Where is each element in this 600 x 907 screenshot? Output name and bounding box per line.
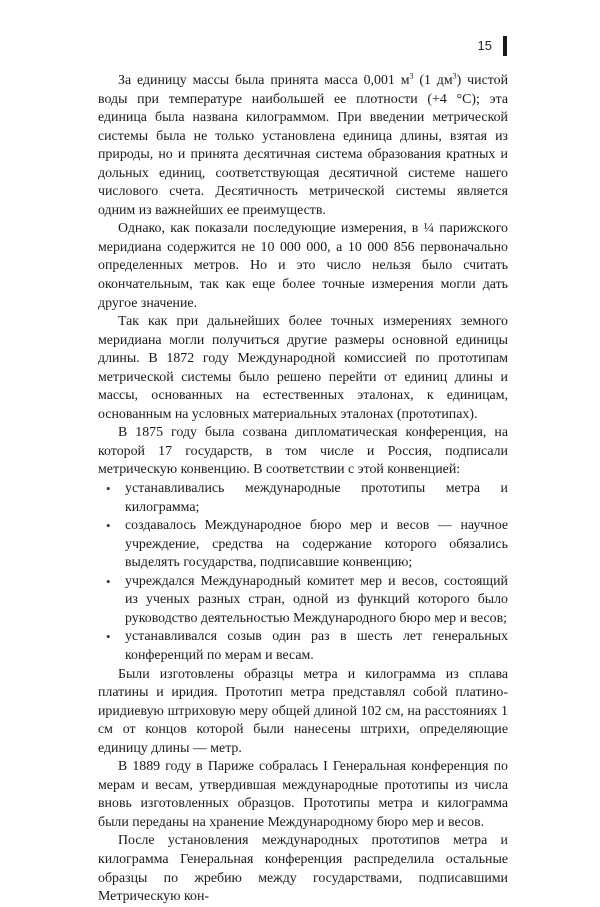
list-item-text: учреждался Международный комитет мер и весов, состоящий из ученых разных стран, одной из функций которого было руководство деятельностью Международного бюро мер и весов; bbox=[125, 573, 508, 626]
list-item bbox=[98, 480, 508, 517]
list-item bbox=[98, 628, 508, 665]
list-item-text: устанавливался созыв один раз в шесть лет генеральных конференций по мерам и весам. bbox=[125, 629, 508, 663]
page-number: 15 bbox=[477, 38, 492, 53]
bullet-icon: • bbox=[106, 629, 111, 645]
list-item bbox=[98, 517, 508, 573]
list-item bbox=[98, 573, 508, 629]
paragraph-meridian: Однако, как показали последующие измерения, в ¼ парижского меридиана содержится не 10 000 000, а 10 000 856 первоначально определенных метров. Но и это число нельзя было считать окончательным, так как еще более точные измерения могли дать другое значение. bbox=[98, 221, 508, 311]
bullet-icon: • bbox=[106, 518, 111, 534]
paragraph-platinum-iridium: Были изготовлены образцы метра и килограмма из сплава платины и иридия. Прототип метра представлял собой платино-иридиевую штриховую меру общей длиной 102 см, на расстояниях 1 см от концов которой были нанесены штрихи, определяющие единицу длины — метр. bbox=[98, 666, 508, 756]
paragraph-conference-1889: В 1889 году в Париже собралась I Генеральная конференция по мерам и весам, утвердившая международные прототипы из числа вновь изготовленных образцов. Прототипы метра и килограмма были переданы на хранение Международному бюро мер и весов. bbox=[98, 759, 508, 830]
paragraph-distribution: После установления международных прототипов метра и килограмма Генеральная конференция распределила остальные образцы по жребию между государствами, подписавшими Метрическую кон- bbox=[98, 833, 508, 905]
paragraph-mass-unit-part-a: За единицу массы была принята масса 0,001 м bbox=[118, 73, 410, 88]
list-item-text: создавалось Международное бюро мер и весов — научное учреждение, средства на содержание которого обязались выделять государства, подписавшие конвенцию; bbox=[125, 518, 508, 571]
page-marker-bar bbox=[503, 36, 507, 56]
paragraph-conference-1875: В 1875 году была созвана дипломатическая конференция, на которой 17 государств, в том числе и Россия, подписали метрическую конвенцию. В соответствии с этой конвенцией: bbox=[98, 425, 508, 478]
bullet-icon: • bbox=[106, 481, 111, 497]
superscript-cubic-dm: 3 bbox=[452, 71, 457, 81]
body-text bbox=[98, 72, 508, 907]
list-item-text: устанавливались международные прототипы метра и килограмма; bbox=[125, 481, 508, 515]
bullet-icon: • bbox=[106, 573, 111, 589]
paragraph-mass-unit bbox=[98, 72, 508, 220]
paragraph-mass-unit-part-c: ) чистой воды при температуре наибольшей ее плотности (+4 °С); эта единица была названа килограммом. При введении метрической системы была не только установлена единица длины, взятая из природы, но и принята десятичная система образования кратных и дольных единиц, соответствующая десятичной системе нашего числового счета. Десятичность метрической системы является одним из важнейших ее преимуществ. bbox=[98, 73, 509, 218]
convention-list bbox=[98, 480, 508, 665]
paragraph-prototypes-1872: Так как при дальнейших более точных измерениях земного меридиана могли получиться другие размеры основной единицы длины. В 1872 году Международной комиссией по прототипам метрической системы было решено перейти от единиц длины и массы, основанных на естественных эталонах, к единицам, основанным на условных материальных эталонах (прототипах). bbox=[98, 314, 508, 422]
superscript-cubic: 3 bbox=[409, 71, 414, 81]
paragraph-mass-unit-part-b: (1 дм bbox=[413, 73, 453, 88]
